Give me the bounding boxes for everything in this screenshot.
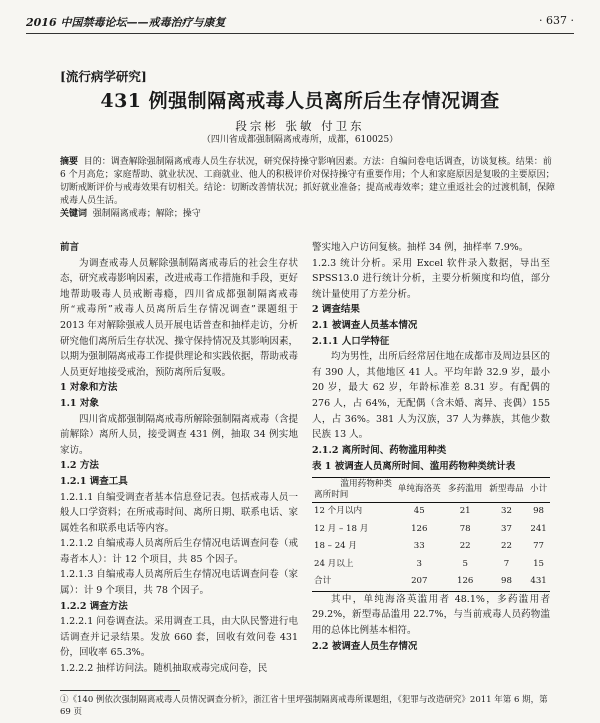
column-header: 小计 <box>529 484 548 495</box>
table-cell: 77 <box>533 541 545 552</box>
column-header: 单纯海洛英 <box>397 484 441 495</box>
section-1-2-2-heading: 1.2.2 调查方法 <box>60 600 128 612</box>
row-label: 合计 <box>314 576 332 587</box>
table-cell: 431 <box>530 576 547 587</box>
keywords-label: 关键词 <box>60 209 88 219</box>
row-label: 18 – 24 月 <box>314 541 357 552</box>
table-cell: 3 <box>416 558 422 569</box>
table-header-row <box>312 477 550 502</box>
abstract-label: 摘要 <box>60 157 79 167</box>
section-2-1-2-heading: 2.1.2 离所时间、药物滥用种类 <box>312 444 447 456</box>
corner-bottom: 离所时间 <box>314 489 349 500</box>
preface-text: 为调查戒毒人员解除强制隔离戒毒后的社会生存状态，研究戒毒影响因素，改进戒毒工作措施和手段，更好地帮助吸毒人员戒断毒瘾，四川省成都强制隔离戒毒所“戒毒所”戒毒人员离所后生存情况调查”课题组于 2013 年对解除强戒人员开展电话普查和抽样走访，分析研究他们离所后生存状况、操守保持情况及其影响因素，以期为强制隔离戒毒工作提供理论和实践依据，帮助戒毒人员更好地接受戒治，预防离所后复吸。 <box>60 257 298 378</box>
abstract <box>60 156 560 221</box>
table-cell: 98 <box>533 505 545 516</box>
table-row <box>312 573 550 591</box>
table-cell: 126 <box>411 523 428 534</box>
header-rule <box>26 33 574 34</box>
section-2-2-heading: 2.2 被调查人员生存情况 <box>312 640 418 652</box>
table-cell: 98 <box>501 576 512 587</box>
table-cell: 5 <box>462 558 468 569</box>
row-label: 12 月 – 18 月 <box>314 523 369 534</box>
column-header: 多药滥用 <box>448 484 483 495</box>
preface-heading: 前言 <box>60 242 80 253</box>
section-2-1-1-heading: 2.1.1 人口学特征 <box>312 335 390 347</box>
column-tag: [流行病学研究] <box>60 69 147 84</box>
section-1-2-2-2: 1.2.2.2 抽样访问法。随机抽取戒毒完成问卷，民 <box>60 663 268 675</box>
section-1-2-1-2: 1.2.1.2 自编戒毒人员离所后生存情况电话调查问卷（戒毒者本人）：计 12 个项目，共 85 个因子。 <box>60 538 298 565</box>
table-cell: 22 <box>501 541 512 552</box>
section-1-1-text: 四川省成都强制隔离戒毒所解除强制隔离戒毒（含提前解除）离所人员，接受调查 431 例，抽取 34 例实地家访。 <box>60 413 298 456</box>
table-cell: 37 <box>501 523 512 534</box>
section-2-1-heading: 2.1 被调查人员基本情况 <box>312 319 418 331</box>
section-2-1-1-text: 均为男性，出所后经常居住地在成都市及周边县区的有 390 人，其他地区 41 人。平均年龄 32.9 岁，最小 20 岁，最大 62 岁，年龄标准差 8.31 岁。有配偶的 276 人，占 64%，无配偶（含未婚、离异、丧偶）155 人，占 36%。381 人为汉族，37 人为彝族，其他少数民族 13 人。 <box>312 351 550 441</box>
keywords-text: 强制隔离戒毒；解除；操守 <box>92 209 201 219</box>
drug-use-table <box>312 477 550 592</box>
section-1-2-1-1: 1.2.1.1 自编受调查者基本信息登记表。包括戒毒人员一般人口学资料；在所戒毒时间、离所日期、联系电话、家属姓名和联系电话等内容。 <box>60 491 298 534</box>
footnote: ①《140 例依次强制隔离戒毒人员情况调查分析》，浙江省十里坪强制隔离戒毒所课题组，《犯罪与改造研究》2011 年第 6 期，第 69 页 <box>60 695 548 717</box>
right-column <box>312 240 550 654</box>
journal-name: 2016 中国禁毒论坛——戒毒治疗与康复 <box>26 16 226 29</box>
table-cell: 78 <box>459 523 471 534</box>
table-cell: 15 <box>533 558 545 569</box>
table-cell: 126 <box>456 576 474 587</box>
row-label: 12 个月以内 <box>314 505 363 516</box>
column-header: 新型毒品 <box>489 484 524 495</box>
section-1-1-heading: 1.1 对象 <box>60 397 99 409</box>
table-cell: 22 <box>459 541 471 552</box>
section-1-2-heading: 1.2 方法 <box>60 460 99 472</box>
table-row <box>312 556 550 574</box>
page-number: · 637 · <box>539 14 574 27</box>
section-2-heading: 2 调查结果 <box>312 304 360 316</box>
table-row <box>312 502 550 520</box>
row-label: 24 月以上 <box>314 558 354 569</box>
running-header <box>26 14 574 32</box>
left-column <box>60 240 298 677</box>
after-table-text: 其中，单纯海洛英滥用者 48.1%，多药滥用者 29.2%，新型毒品滥用 22.7%，与当前戒毒人员药物滥用的总体比例基本相符。 <box>312 593 550 637</box>
section-1-heading: 1 对象和方法 <box>60 382 118 394</box>
table-cell: 207 <box>411 576 428 587</box>
table-cell: 241 <box>530 523 547 534</box>
corner-top: 滥用药物种类 <box>340 478 392 489</box>
affiliation: （四川省成都强制隔离戒毒所，成都，610025） <box>201 135 399 145</box>
table-caption: 表 1 被调查人员离所时间、滥用药物种类统计表 <box>312 461 516 473</box>
table-cell: 7 <box>503 558 510 569</box>
abstract-body <box>60 156 560 208</box>
paper-title: 431 例强制隔离戒毒人员离所后生存情况调查 <box>100 90 500 112</box>
section-1-2-1-3: 1.2.1.3 自编戒毒人员离所后生存情况电话调查问卷（家属）：计 9 个项目，共 78 个因子。 <box>60 569 298 597</box>
table-cell: 33 <box>413 541 425 552</box>
table-corner <box>312 477 394 502</box>
section-1-2-2-1: 1.2.2.1 问卷调查法。采用调查工具，由大队民警进行电话调查并记录结果。发放 660 套，回收有效问卷 431 份，回收率 65.3%。 <box>60 616 298 659</box>
section-1-2-1-heading: 1.2.1 调查工具 <box>60 475 128 487</box>
footnote-rule <box>60 690 180 691</box>
table-row <box>312 538 550 556</box>
keywords <box>60 208 560 221</box>
table-cell: 32 <box>501 505 512 516</box>
continued-text: 警实地入户访问复核。抽样 34 例，抽样率 7.9%。 <box>312 242 529 253</box>
abstract-text: 目的：调查解除强制隔离戒毒人员生存状况，研究保持操守影响因素。方法：自编问卷电话调查，访谈复核。结果：前 6 个月高危；家庭帮助、就业状况、工商就业、他人的积极评价对保持操守有重要作用；个人和家庭原因是复吸的主要原因；切断戒断评价与戒毒效果有切相关。结论：切断改善情状况；抓好就业准备；提高戒毒效率；建立重返社会的过渡机制，保障戒毒人员生活。 <box>60 157 556 206</box>
table-cell: 45 <box>413 505 425 516</box>
table-row <box>312 521 550 539</box>
authors: 段宗彬 张敏 付卫东 <box>235 119 365 133</box>
section-1-2-3: 1.2.3 统计分析。采用 Excel 软件录入数据，导出至 SPSS13.0 进行统计分析，主要分析频度和均值，部分统计量使用了方差分析。 <box>312 257 550 300</box>
table-cell: 21 <box>459 505 471 516</box>
